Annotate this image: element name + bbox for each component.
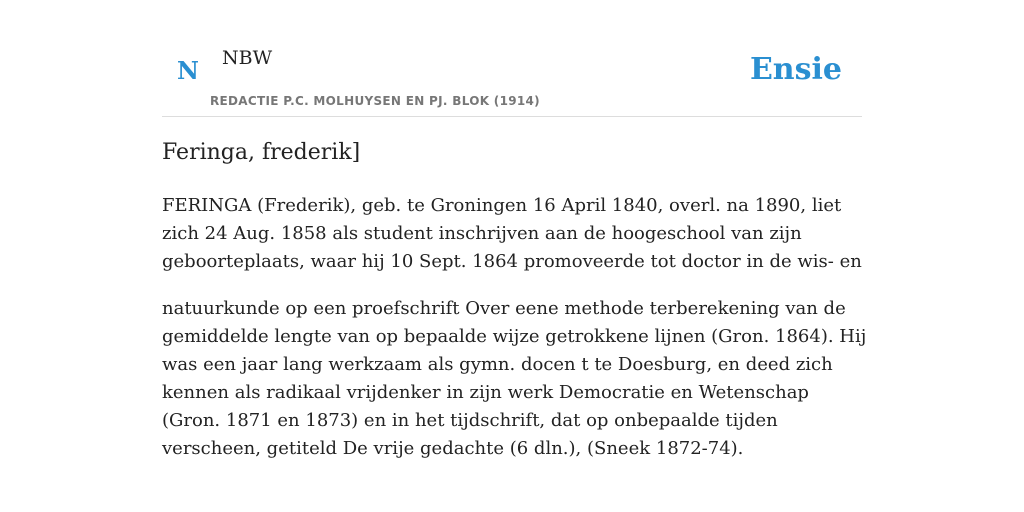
article-paragraph: FERINGA (Frederik), geb. te Groningen 16 April 1840, overl. na 1890, liet zich 24 Aug. 1858 als student inschrijven aan de hoogeschool van zijn geboorteplaats, waar hij 10 Sept. 1864 promoveerde tot doctor in de wis- en	[162, 195, 862, 272]
page-header	[162, 40, 862, 117]
source-editors: REDACTIE P.C. MOLHUYSEN EN PJ. BLOK (1914)	[210, 94, 540, 108]
ensie-logo[interactable]: Ensie	[749, 52, 842, 87]
source-name[interactable]: NBW	[222, 47, 273, 69]
article-title: Feringa, frederik]	[162, 140, 361, 165]
article-paragraph: natuurkunde op een proefschrift Over eene methode terberekening van de gemiddelde lengte van op bepaalde wijze getrokkene lijnen (Gron. 1864). Hij was een jaar lang werkzaam als gymn. docen t te Doesburg, en deed zich kennen als radikaal vrijdenker in zijn werk Democratie en Wetenschap (Gron. 1871 en 1873) en in het tijdschrift, dat op onbepaalde tijden verscheen, getiteld De vrije gedachte (6 dln.), (Sneek 1872-74).	[162, 298, 867, 459]
source-logo[interactable]: N	[177, 56, 199, 85]
